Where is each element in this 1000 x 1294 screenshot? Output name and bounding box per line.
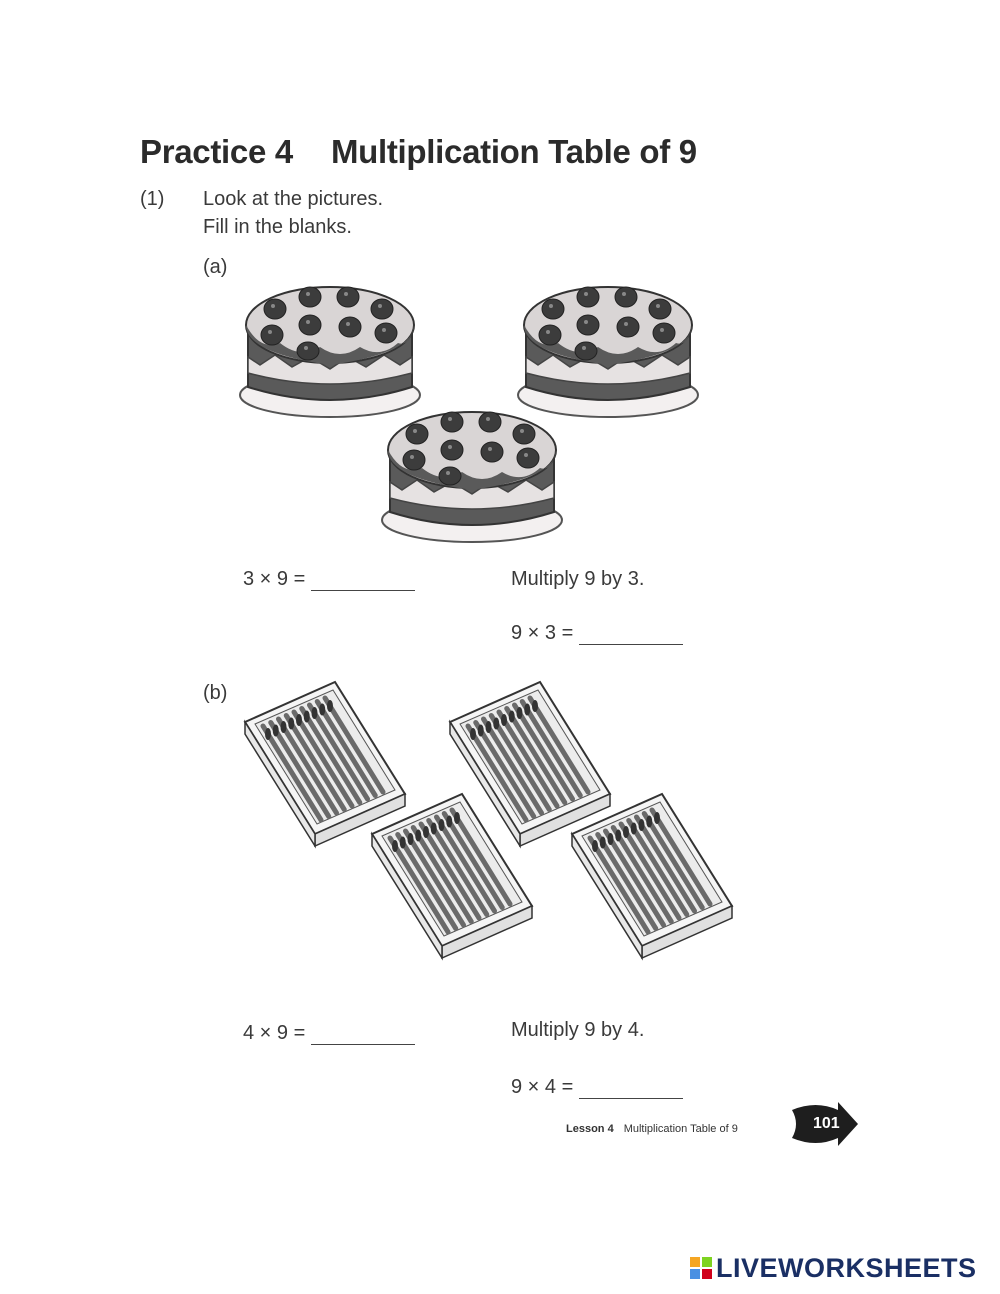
pencil-tip (288, 718, 294, 730)
part-b-equation-left-text: 4 × 9 = (243, 1022, 306, 1044)
part-b-answer-right[interactable] (579, 1078, 683, 1099)
pencil-box-1 (245, 682, 405, 846)
part-a-equation-left-text: 3 × 9 = (243, 568, 306, 590)
footer-lesson: Lesson 4 (566, 1123, 614, 1135)
pencil-tip (493, 718, 499, 730)
practice-title: Multiplication Table of 9 (330, 133, 697, 170)
liveworksheets-logo-icon (690, 1257, 712, 1279)
part-b-label: (b) (203, 682, 228, 704)
pencil-tip (600, 837, 606, 849)
pencil-tip (631, 823, 637, 835)
liveworksheets-brand: LIVEWORKSHEETS (716, 1253, 977, 1283)
pencil-tip (319, 704, 325, 716)
liveworksheets-watermark (690, 1253, 977, 1284)
part-b-equation-right-text: 9 × 4 = (511, 1076, 574, 1098)
pencil-tip (501, 714, 507, 726)
pencil-tip (408, 833, 414, 845)
pencil-tip (439, 819, 445, 831)
pencil-tip (415, 830, 421, 842)
pencil-tip (454, 812, 460, 824)
part-a-multiply-text: Multiply 9 by 3. (511, 568, 645, 590)
pencil-tip (646, 816, 652, 828)
pencil-tip (281, 721, 287, 733)
pencil-tip (431, 823, 437, 835)
page-number: 101 (813, 1115, 840, 1132)
page-footer (566, 1123, 738, 1135)
practice-label: Practice 4 (140, 133, 293, 170)
pencil-tip (592, 840, 598, 852)
pencil-tip (304, 711, 310, 723)
part-b-multiply-text: Multiply 9 by 4. (511, 1019, 645, 1041)
part-a-label: (a) (203, 256, 228, 278)
pencil-tip (623, 826, 629, 838)
pencil-tip (524, 704, 530, 716)
pencil-box-4 (572, 794, 732, 958)
pencil-tip (327, 700, 333, 712)
pencil-tip (265, 728, 271, 740)
instruction-line-1: Look at the pictures. (203, 188, 384, 210)
pencil-tip (446, 816, 452, 828)
pencil-tip (532, 700, 538, 712)
pencil-tip (273, 725, 279, 737)
footer-lesson-title: Multiplication Table of 9 (623, 1123, 738, 1135)
part-b-equation-right (511, 1076, 683, 1099)
pencil-tip (470, 728, 476, 740)
pencil-tip (654, 812, 660, 824)
pencil-tip (423, 826, 429, 838)
pencil-tip (517, 707, 523, 719)
pencil-tip (400, 837, 406, 849)
pencil-tip (608, 833, 614, 845)
pencil-tip (478, 725, 484, 737)
pencil-tip (312, 707, 318, 719)
pencil-tip (392, 840, 398, 852)
pencil-tip (615, 830, 621, 842)
pencil-tip (639, 819, 645, 831)
part-b-answer-left[interactable] (311, 1024, 415, 1045)
part-b-equation-left (243, 1022, 415, 1045)
pencil-tip (486, 721, 492, 733)
pencil-tip (296, 714, 302, 726)
instruction-line-2: Fill in the blanks. (203, 216, 352, 238)
part-a-equation-right-text: 9 × 3 = (511, 622, 574, 644)
question-number: (1) (140, 188, 165, 210)
pencil-tip (509, 711, 515, 723)
